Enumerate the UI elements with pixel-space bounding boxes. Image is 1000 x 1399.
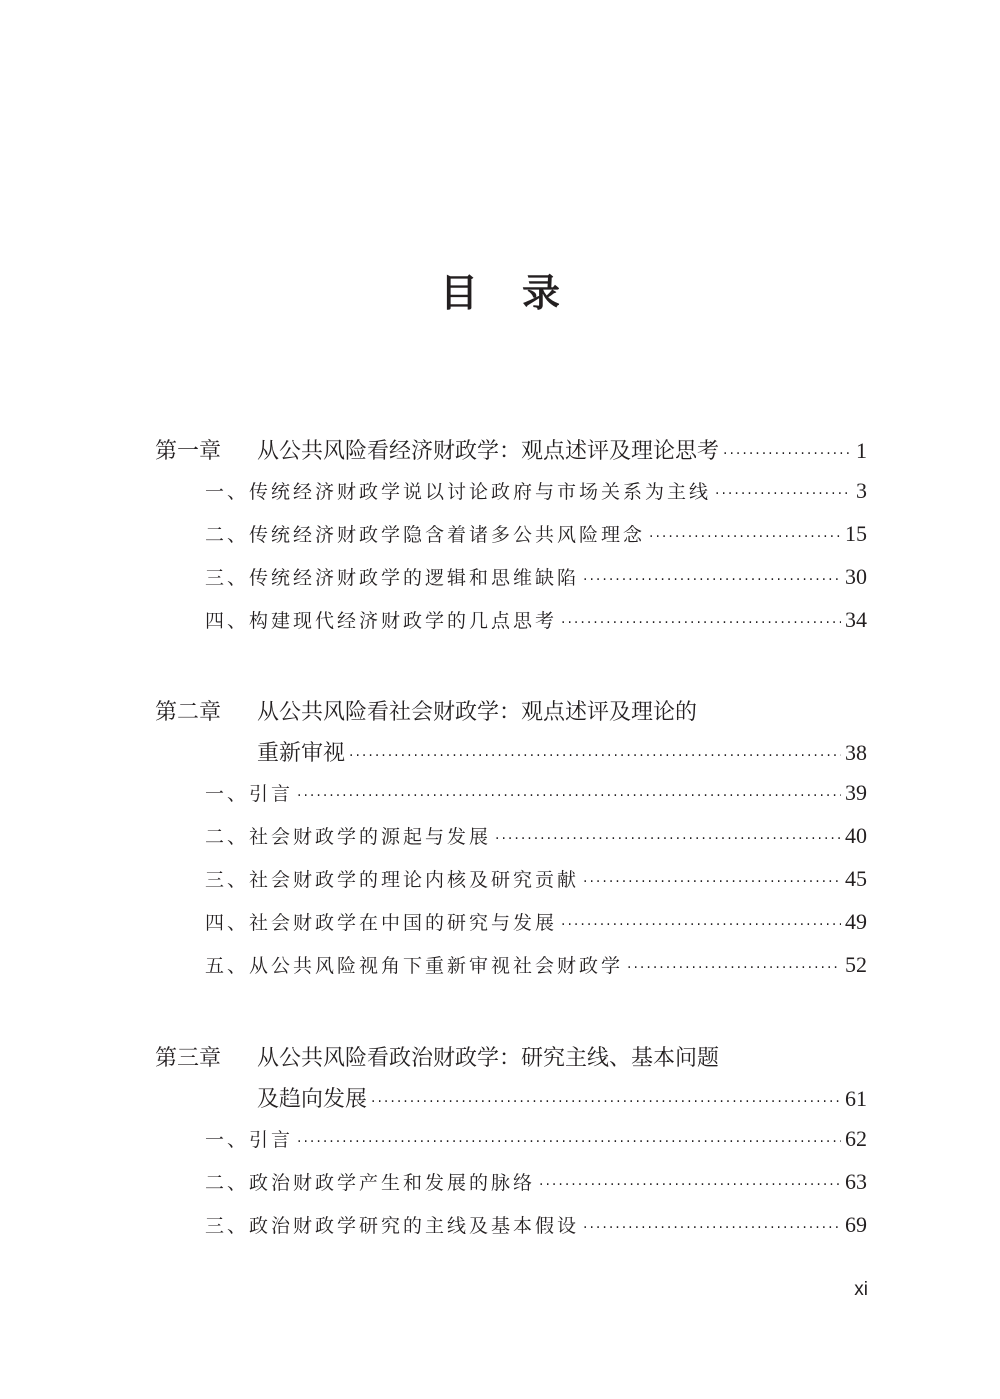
toc-section[interactable] [205,1211,867,1238]
toc-chapter-2[interactable] [257,736,867,767]
toc-section[interactable] [205,477,867,504]
section-title: 二、传统经济财政学隐含着诸多公共风险理念 [205,524,646,546]
section-title: 一、传统经济财政学说以讨论政府与市场关系为主线 [205,481,712,503]
toc-section[interactable] [205,1168,867,1195]
page-number: 1 [856,438,867,463]
section-title: 四、构建现代经济财政学的几点思考 [205,610,558,632]
leader-dots [297,788,841,804]
page-number: 3 [856,478,867,503]
chapter-title: 从公共风险看经济财政学：观点述评及理论思考 [257,439,720,464]
toc-chapter-1[interactable] [155,434,867,465]
section-title: 二、社会财政学的源起与发展 [205,826,492,848]
folio-page-number: xi [854,1279,868,1300]
page-number: 69 [845,1212,867,1237]
leader-dots [495,831,841,847]
leader-dots [371,1094,841,1110]
chapter-title: 从公共风险看社会财政学：观点述评及理论的 [257,700,698,725]
page-number: 49 [845,909,867,934]
page-number: 39 [845,780,867,805]
leader-dots [349,748,841,764]
toc-section[interactable] [205,779,867,806]
toc-section[interactable] [205,822,867,849]
page-number: 38 [845,740,867,765]
leader-dots [649,529,841,545]
page-number: 61 [845,1086,867,1111]
page-number: 30 [845,564,867,589]
page-number: 63 [845,1169,867,1194]
leader-dots [583,1220,841,1236]
page-number: 34 [845,607,867,632]
toc-chapter-3[interactable] [257,1082,867,1113]
chapter-number: 第一章 [155,439,222,464]
page-number: 52 [845,952,867,977]
page-number: 45 [845,866,867,891]
toc-section[interactable] [205,520,867,547]
leader-dots [561,615,841,631]
chapter-title-continued: 重新审视 [257,741,346,766]
toc-section[interactable] [205,606,867,633]
chapter-title-continued: 及趋向发展 [257,1087,368,1112]
leader-dots [627,960,841,976]
page-number: 40 [845,823,867,848]
page-title: 目录 [439,271,604,316]
leader-dots [583,572,841,588]
section-title: 三、传统经济财政学的逻辑和思维缺陷 [205,567,580,589]
leader-dots [715,486,852,502]
toc-section[interactable] [205,1125,867,1152]
toc-chapter-3-heading[interactable] [155,1039,719,1079]
page-number: 62 [845,1126,867,1151]
leader-dots [297,1134,841,1150]
section-title: 四、社会财政学在中国的研究与发展 [205,912,558,934]
chapter-number: 第三章 [155,1046,222,1071]
page-number: 15 [845,521,867,546]
section-title: 五、从公共风险视角下重新审视社会财政学 [205,955,624,977]
leader-dots [561,917,841,933]
chapter-title: 从公共风险看政治财政学：研究主线、基本问题 [257,1046,720,1071]
chapter-number: 第二章 [155,700,222,725]
toc-chapter-2-heading[interactable] [155,693,697,733]
section-title: 一、引言 [205,783,294,805]
toc-section[interactable] [205,951,867,978]
section-title: 一、引言 [205,1129,294,1151]
section-title: 三、社会财政学的理论内核及研究贡献 [205,869,580,891]
leader-dots [723,446,852,462]
section-title: 三、政治财政学研究的主线及基本假设 [205,1215,580,1237]
toc-section[interactable] [205,865,867,892]
toc-section[interactable] [205,563,867,590]
leader-dots [539,1177,841,1193]
toc-section[interactable] [205,908,867,935]
leader-dots [583,874,841,890]
section-title: 二、政治财政学产生和发展的脉络 [205,1172,536,1194]
